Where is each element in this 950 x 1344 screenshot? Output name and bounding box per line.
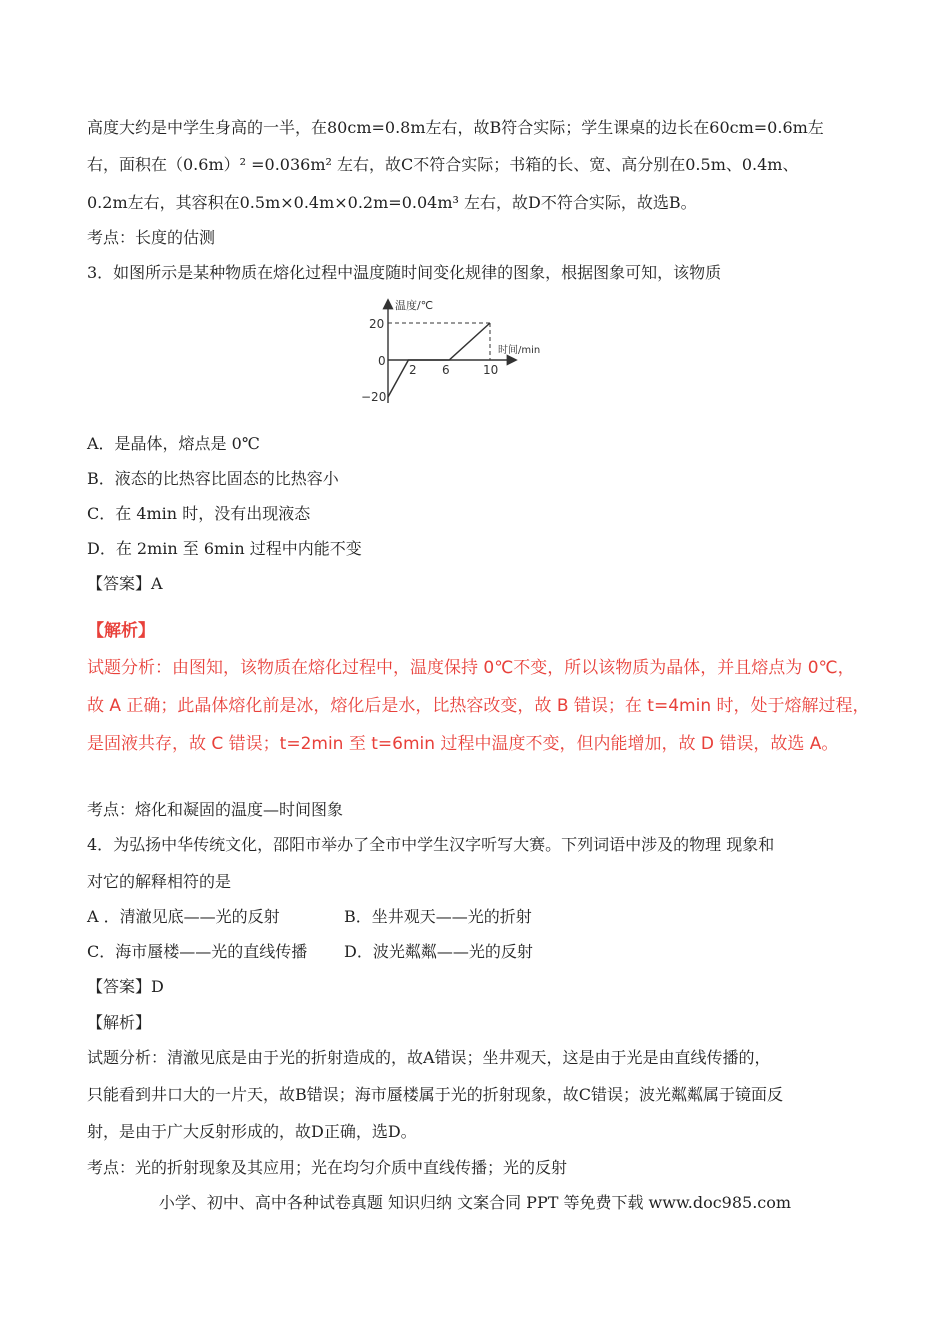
analysis-heading-3: 【解析】	[87, 621, 155, 641]
option-3a: A．是晶体，熔点是 0℃	[87, 434, 260, 453]
page-footer: 小学、初中、高中各种试卷真题 知识归纳 文案合同 PPT 等免费下载 www.doc985.com	[158, 1193, 792, 1212]
answer-4: 【答案】D	[87, 977, 164, 996]
analysis-3-line-1: 试题分析：由图知，该物质在熔化过程中，温度保持 0℃不变，所以该物质为晶体，并且熔点为 0℃，	[87, 658, 855, 678]
option-4a: A ．清澈见底——光的反射	[87, 907, 280, 926]
x-tick-2: 2	[409, 363, 417, 377]
y-tick-neg20: −20	[361, 390, 387, 404]
kaodian-4: 考点：光的折射现象及其应用；光在均匀介质中直线传播；光的反射	[87, 1158, 568, 1177]
kaodian-length: 考点：长度的估测	[87, 228, 216, 247]
x-tick-6: 6	[442, 363, 450, 377]
answer-3: 【答案】A	[87, 574, 163, 593]
option-4c: C．海市蜃楼——光的直线传播	[87, 942, 308, 961]
y-axis-label: 温度/℃	[395, 299, 434, 312]
analysis-4-line-2: 只能看到井口大的一片天，故B错误；海市蜃楼属于光的折射现象，故C错误；波光粼粼属于镜面反	[87, 1085, 784, 1104]
option-3d: D．在 2min 至 6min 过程中内能不变	[87, 539, 362, 558]
question-4-stem-1: 4．为弘扬中华传统文化，邵阳市举办了全市中学生汉字听写大赛。下列词语中涉及的物理 现象和	[87, 835, 775, 854]
question-3-stem: 3．如图所示是某种物质在熔化过程中温度随时间变化规律的图象，根据图象可知，该物质	[87, 263, 722, 282]
option-3c: C．在 4min 时，没有出现液态	[87, 504, 311, 523]
analysis-3-line-2: 故 A 正确；此晶体熔化前是冰，熔化后是水，比热容改变，故 B 错误；在 t=4min 时，处于熔解过程，	[87, 696, 870, 716]
analysis-4-line-1: 试题分析：清澈见底是由于光的折射造成的，故A错误；坐井观天，这是由于光是由直线传播的，	[87, 1048, 771, 1067]
x-tick-10: 10	[483, 363, 499, 377]
melting-graph	[355, 295, 555, 410]
x-axis-label: 时间/min	[498, 345, 541, 356]
text-line-1: 高度大约是中学生身高的一半，在80cm=0.8m左右，故B符合实际；学生课桌的边长在60cm=0.6m左	[87, 118, 824, 137]
option-3b: B．液态的比热容比固态的比热容小	[87, 469, 339, 488]
option-4b: B．坐井观天——光的折射	[344, 907, 532, 926]
question-4-stem-2: 对它的解释相符的是	[87, 872, 232, 891]
text-line-2: 右，面积在（0.6m）² =0.036m² 左右，故C不符合实际；书箱的长、宽、高分别在0.5m、0.4m、	[87, 155, 799, 174]
analysis-4-line-3: 射，是由于广大反射形成的，故D正确，选D。	[87, 1122, 417, 1141]
option-4d: D．波光粼粼——光的反射	[344, 942, 533, 961]
y-tick-0: 0	[378, 354, 386, 368]
analysis-heading-4: 【解析】	[87, 1013, 152, 1032]
text-line-3: 0.2m左右，其容积在0.5m×0.4m×0.2m=0.04m³ 左右，故D不符合实际，故选B。	[87, 193, 697, 212]
analysis-3-line-3: 是固液共存，故 C 错误；t=2min 至 t=6min 过程中温度不变，但内能增加，故 D 错误，故选 A。	[87, 734, 839, 754]
kaodian-3: 考点：熔化和凝固的温度—时间图象	[87, 800, 344, 819]
y-tick-20: 20	[369, 317, 385, 331]
